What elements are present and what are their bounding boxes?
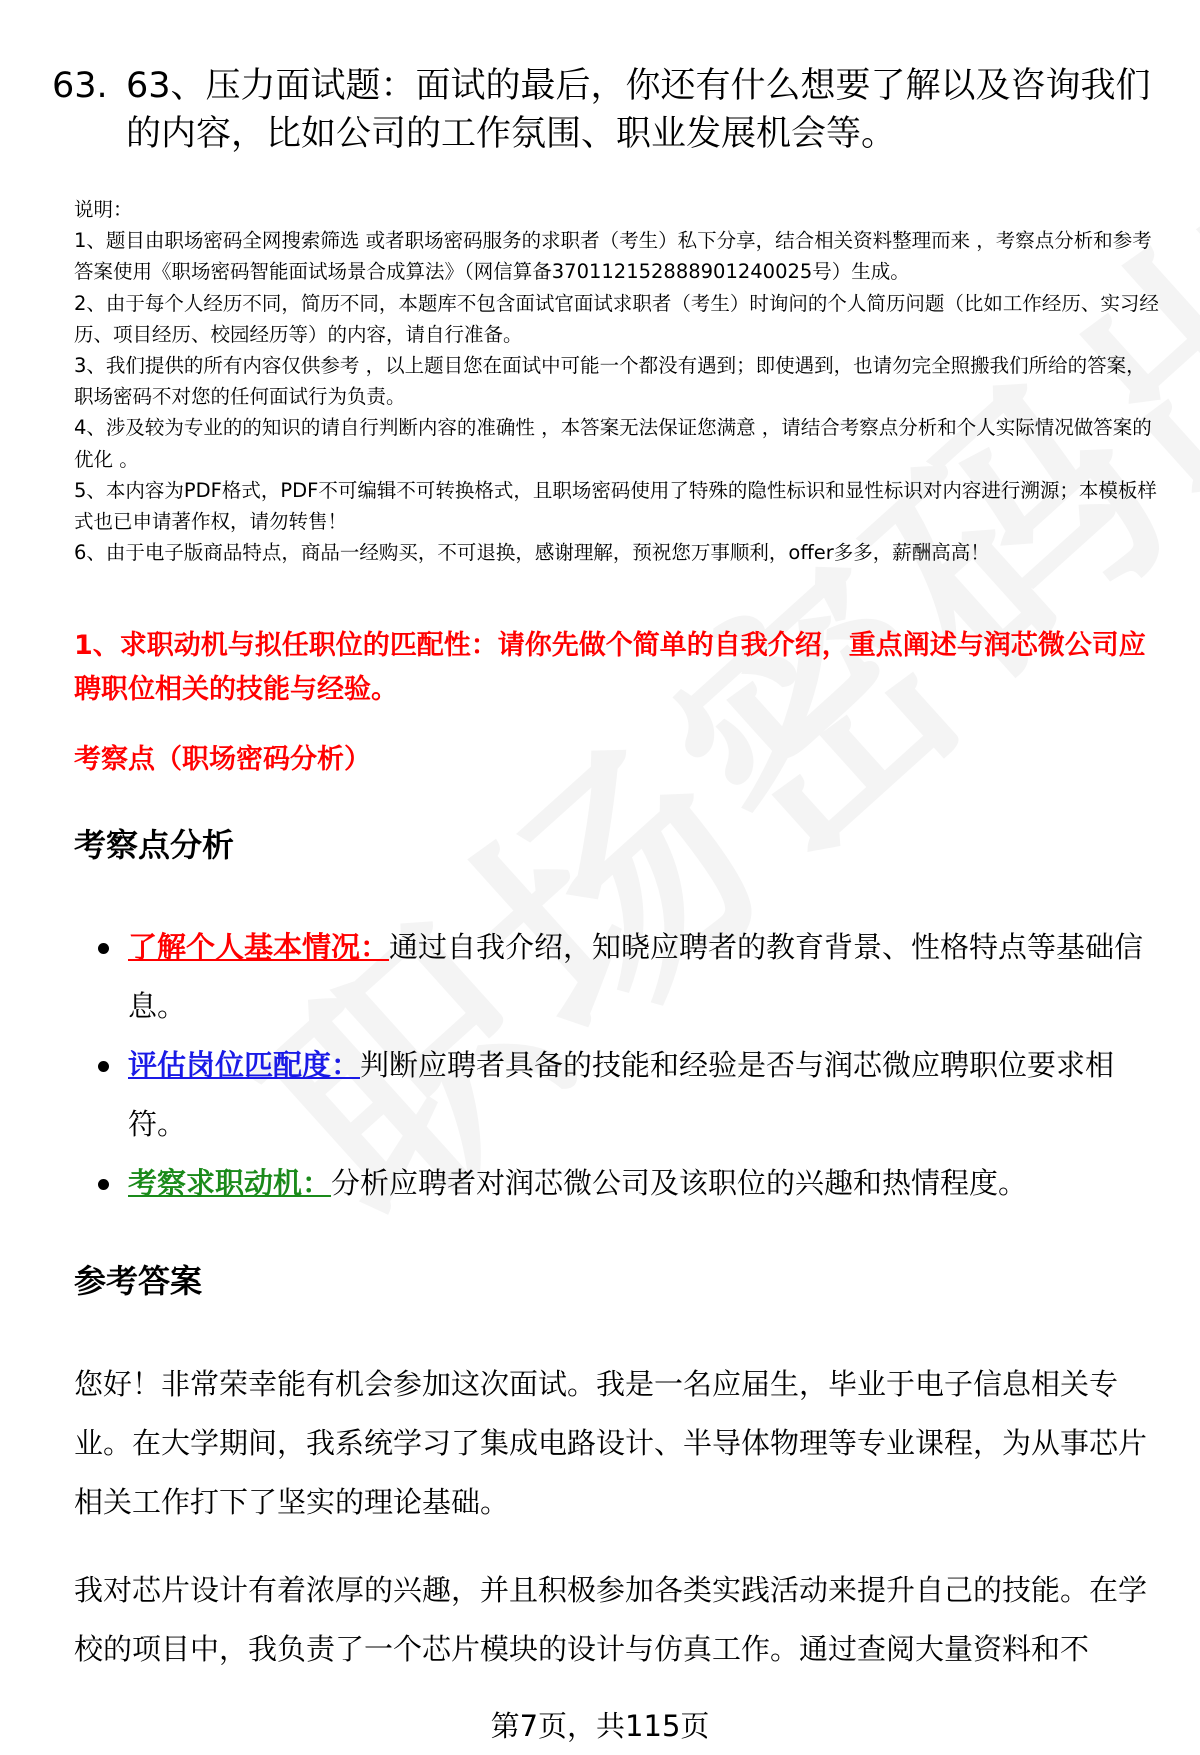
- list-item: [90, 1154, 1150, 1213]
- note-item: 2、由于每个人经历不同，简历不同，本题库不包含面试官面试求职者（考生）时询问的个人简历问题（比如工作经历、实习经历、项目经历、校园经历等）的内容，请自行准备。: [74, 291, 1159, 346]
- analysis-text: 分析应聘者对润芯微公司及该职位的兴趣和热情程度。: [331, 1166, 1028, 1200]
- note-item: 4、涉及较为专业的的知识的请自行判断内容的准确性 ，本答案无法保证您满意 ，请结合考察点分析和个人实际情况做答案的优化 。: [74, 416, 1152, 471]
- notes-section: [74, 194, 1164, 568]
- note-item: 3、我们提供的所有内容仅供参考 ，以上题目您在面试中可能一个都没有遇到；即使遇到，也请勿完全照搬我们所给的答案，职场密码不对您的任何面试行为负责。: [74, 354, 1146, 409]
- list-item: [90, 918, 1150, 1036]
- analysis-keyword: 了解个人基本情况：: [128, 930, 390, 964]
- note-item: 5、本内容为PDF格式，PDF不可编辑不可转换格式，且职场密码使用了特殊的隐性标识和显性标识对内容进行溯源；本模板样式也已申请著作权，请勿转售！: [74, 478, 1157, 534]
- analysis-list: [90, 918, 1150, 1213]
- answer-paragraph: 我对芯片设计有着浓厚的兴趣，并且积极参加各类实践活动来提升自己的技能。在学校的项目中，我负责了一个芯片模块的设计与仿真工作。通过查阅大量资料和不: [74, 1573, 1148, 1666]
- analysis-keyword: 考察求职动机：: [128, 1166, 332, 1200]
- question-text: 63、压力面试题：面试的最后，你还有什么想要了解以及咨询我们的内容，比如公司的工作氛围、职业发展机会等。: [126, 66, 1151, 154]
- analysis-text: 判断应聘者具备的技能和经验是否与润芯微应聘职位要求相符。: [128, 1048, 1115, 1141]
- sub-question: 1、求职动机与拟任职位的匹配性：请你先做个简单的自我介绍，重点阐述与润芯微公司应聘职位相关的技能与经验。: [74, 630, 1146, 705]
- note-item: 6、由于电子版商品特点，商品一经购买，不可退换，感谢理解，预祝您万事顺利，offer多多，薪酬高高！: [74, 541, 990, 565]
- answer-paragraph: 您好！非常荣幸能有机会参加这次面试。我是一名应届生，毕业于电子信息相关专业。在大学期间，我系统学习了集成电路设计、半导体物理等专业课程，为从事芯片相关工作打下了坚实的理论基础。: [74, 1367, 1148, 1519]
- bullet-icon: [98, 1179, 109, 1190]
- kaochadian-label: 考察点（职场密码分析）: [74, 744, 371, 775]
- analysis-text: 通过自我介绍，知晓应聘者的教育背景、性格特点等基础信息。: [128, 930, 1144, 1023]
- question-heading: [52, 62, 1152, 158]
- list-item: [90, 1036, 1150, 1154]
- answer-heading: 参考答案: [74, 1262, 203, 1300]
- analysis-heading: 考察点分析: [74, 826, 235, 864]
- page-footer: 第7页，共115页: [490, 1709, 710, 1743]
- question-number: 63.: [52, 66, 108, 106]
- note-item: 1、题目由职场密码全网搜索筛选 或者职场密码服务的求职者（考生）私下分享，结合相关资料整理而来 ，考察点分析和参考答案使用《职场密码智能面试场景合成算法》（网信算备370112152888901240025号）生成。: [74, 229, 1152, 284]
- bullet-icon: [98, 943, 109, 954]
- bullet-icon: [98, 1061, 109, 1072]
- analysis-keyword: 评估岗位匹配度：: [128, 1048, 361, 1082]
- notes-title: 说明：: [74, 198, 133, 221]
